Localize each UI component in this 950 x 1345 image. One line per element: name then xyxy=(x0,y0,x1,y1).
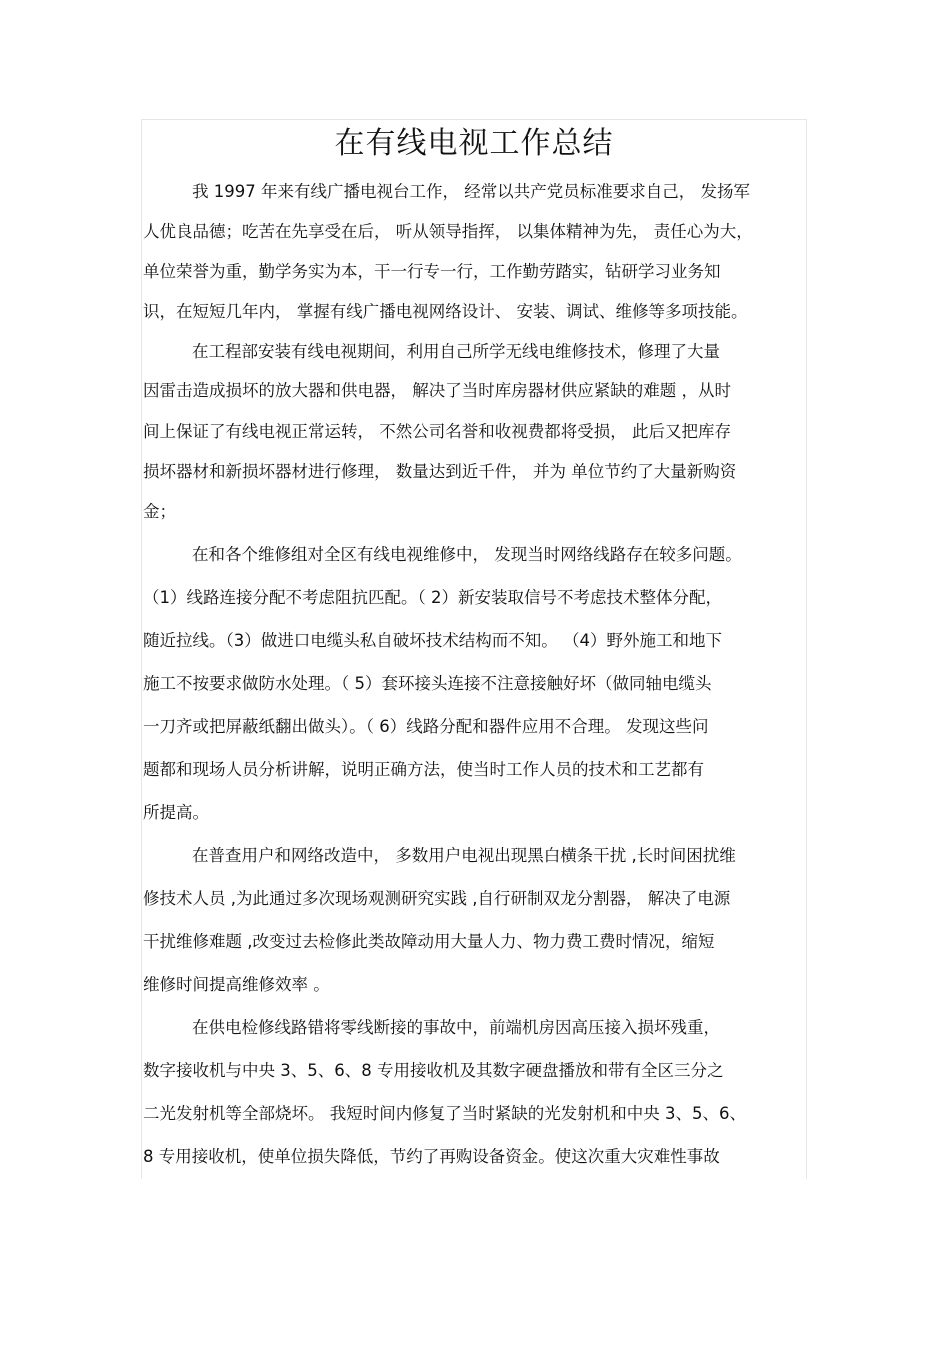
paragraph-line: 在普查用户和网络改造中， 多数用户电视出现黑白横条干扰 ,长时间困扰维 xyxy=(192,846,736,865)
paragraph-line: 随近拉线。（3）做进口电缆头私自破坏技术结构而不知。 （4）野外施工和地下 xyxy=(143,631,722,650)
paragraph-line: 施工不按要求做防水处理。（ 5）套环接头连接不注意接触好坏（做同轴电缆头 xyxy=(143,674,712,693)
paragraph-line: 修技术人员 ,为此通过多次现场观测研究实践 ,自行研制双龙分割器， 解决了电源 xyxy=(143,889,731,908)
paragraph-line: 一刀齐或把屏蔽纸翻出做头）。（ 6）线路分配和器件应用不合理。 发现这些问 xyxy=(143,717,709,736)
paragraph-line: 维修时间提高维修效率 。 xyxy=(143,975,330,994)
paragraph-line: 题都和现场人员分析讲解，说明正确方法，使当时工作人员的技术和工艺都有 xyxy=(143,760,704,779)
paragraph-line: 识，在短短几年内， 掌握有线广播电视网络设计、 安装、调试、维修等多项技能。 xyxy=(143,302,748,321)
paragraph-line: 人优良品德；吃苦在先享受在后， 听从领导指挥， 以集体精神为先， 责任心为大， xyxy=(143,222,753,241)
paragraph-line: 在供电检修线路错将零线断接的事故中，前端机房因高压接入损坏残重， xyxy=(192,1018,720,1037)
paragraph-line: 我 1997 年来有线广播电视台工作， 经常以共产党员标准要求自己， 发扬军 xyxy=(192,182,750,201)
paragraph-line: 在和各个维修组对全区有线电视维修中， 发现当时网络线路存在较多问题。 xyxy=(192,545,742,564)
paragraph-line: 单位荣誉为重，勤学务实为本，干一行专一行，工作勤劳踏实，钻研学习业务知 xyxy=(143,262,721,281)
paragraph-line: 间上保证了有线电视正常运转， 不然公司名誉和收视费都将受损， 此后又把库存 xyxy=(143,422,731,441)
paragraph-line: 因雷击造成损坏的放大器和供电器， 解决了当时库房器材供应紧缺的难题 ，从时 xyxy=(143,381,731,400)
paragraph-line: 数字接收机与中央 3、5、6、8 专用接收机及其数字硬盘播放和带有全区三分之 xyxy=(143,1061,724,1080)
paragraph-line: 干扰维修难题 ,改变过去检修此类故障动用大量人力、物力费工费时情况，缩短 xyxy=(143,932,715,951)
document-title: 在有线电视工作总结 xyxy=(334,126,614,161)
paragraph-line: 二光发射机等全部烧坏。 我短时间内修复了当时紧缺的光发射机和中央 3、5、6、 xyxy=(143,1104,746,1123)
paragraph-line: （1）线路连接分配不考虑阻抗匹配。（ 2）新安装取信号不考虑技术整体分配， xyxy=(143,588,722,607)
paragraph-line: 金； xyxy=(143,502,176,521)
paragraph-line: 在工程部安装有线电视期间，利用自己所学无线电维修技术，修理了大量 xyxy=(192,342,720,361)
paragraph-line: 损坏器材和新损坏器材进行修理， 数量达到近千件， 并为 单位节约了大量新购资 xyxy=(143,462,737,481)
paragraph-line: 所提高。 xyxy=(143,803,209,822)
paragraph-line: 8 专用接收机，使单位损失降低，节约了再购设备资金。使这次重大灾难性事故 xyxy=(143,1147,720,1166)
